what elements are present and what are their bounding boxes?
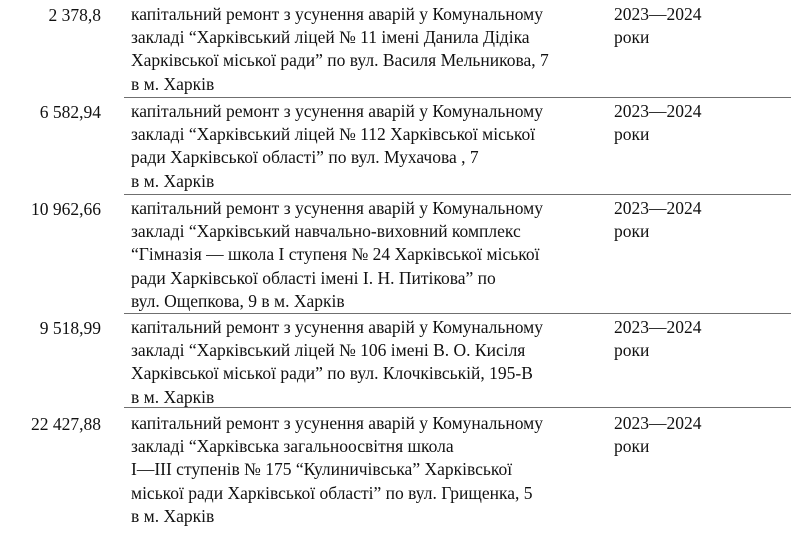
description-line: капітальний ремонт з усунення аварій у Комунальному bbox=[131, 101, 544, 121]
description-cell bbox=[131, 100, 603, 193]
description-line: ради Харківської області” по вул. Мухачова , 7 bbox=[131, 147, 479, 168]
period-cell bbox=[614, 197, 734, 243]
description-cell bbox=[131, 316, 603, 409]
row-divider bbox=[124, 194, 791, 195]
description-line: закладі “Харківський навчально-виховний комплекс bbox=[131, 221, 521, 242]
description-line: ради Харківської області імені І. Н. Питікова” по bbox=[131, 267, 496, 288]
period-unit: роки bbox=[614, 340, 650, 360]
description-line: в м. Харків bbox=[131, 170, 215, 191]
description-line: закладі “Харківська загальноосвітня школа bbox=[131, 436, 454, 457]
period-cell bbox=[614, 412, 734, 458]
amount-cell: 9 518,99 bbox=[39, 318, 101, 338]
amount-cell: 6 582,94 bbox=[39, 102, 101, 122]
period-cell bbox=[614, 316, 734, 362]
description-line: Харківської міської ради” по вул. Клочківській, 195-В bbox=[131, 363, 533, 384]
description-line: закладі “Харківський ліцей № 112 Харківської міської bbox=[131, 124, 536, 145]
period-cell bbox=[614, 100, 734, 146]
description-line: Харківської міської ради” по вул. Василя Мельникова, 7 bbox=[131, 50, 549, 71]
period-cell bbox=[614, 3, 734, 49]
period-years: 2023—2024 bbox=[614, 413, 702, 433]
description-line: капітальний ремонт з усунення аварій у Комунальному bbox=[131, 317, 544, 337]
table-row bbox=[0, 407, 791, 551]
description-line: І—ІІІ ступенів № 175 “Кулиничівська” Харківської bbox=[131, 459, 513, 480]
period-unit: роки bbox=[614, 436, 650, 456]
description-line: вул. Ощепкова, 9 в м. Харків bbox=[131, 290, 345, 311]
description-line: “Гімназія — школа І ступеня № 24 Харківської міської bbox=[131, 244, 540, 265]
description-line: капітальний ремонт з усунення аварій у Комунальному bbox=[131, 198, 544, 218]
table-row bbox=[0, 0, 791, 96]
description-line: в м. Харків bbox=[131, 505, 215, 526]
period-years: 2023—2024 bbox=[614, 4, 702, 24]
period-years: 2023—2024 bbox=[614, 198, 702, 218]
amount-cell: 2 378,8 bbox=[48, 5, 101, 25]
description-line: капітальний ремонт з усунення аварій у Комунальному bbox=[131, 4, 544, 24]
amount-cell: 10 962,66 bbox=[31, 199, 101, 219]
period-years: 2023—2024 bbox=[614, 317, 702, 337]
table-row bbox=[0, 313, 791, 409]
period-unit: роки bbox=[614, 124, 650, 144]
row-divider bbox=[124, 313, 791, 314]
table-row bbox=[0, 194, 791, 314]
description-line: закладі “Харківський ліцей № 11 імені Данила Дідіка bbox=[131, 27, 530, 48]
period-years: 2023—2024 bbox=[614, 101, 702, 121]
description-cell bbox=[131, 412, 603, 528]
description-cell bbox=[131, 197, 603, 313]
row-divider bbox=[124, 407, 791, 408]
description-line: закладі “Харківський ліцей № 106 імені В. О. Кисіля bbox=[131, 340, 526, 361]
description-cell bbox=[131, 3, 603, 96]
row-divider bbox=[124, 97, 791, 98]
description-line: капітальний ремонт з усунення аварій у Комунальному bbox=[131, 413, 544, 433]
description-line: в м. Харків bbox=[131, 73, 215, 94]
period-unit: роки bbox=[614, 221, 650, 241]
description-line: міської ради Харківської області” по вул. Грищенка, 5 bbox=[131, 482, 533, 503]
description-line: в м. Харків bbox=[131, 386, 215, 407]
amount-cell: 22 427,88 bbox=[31, 414, 101, 434]
period-unit: роки bbox=[614, 27, 650, 47]
table-row bbox=[0, 97, 791, 193]
